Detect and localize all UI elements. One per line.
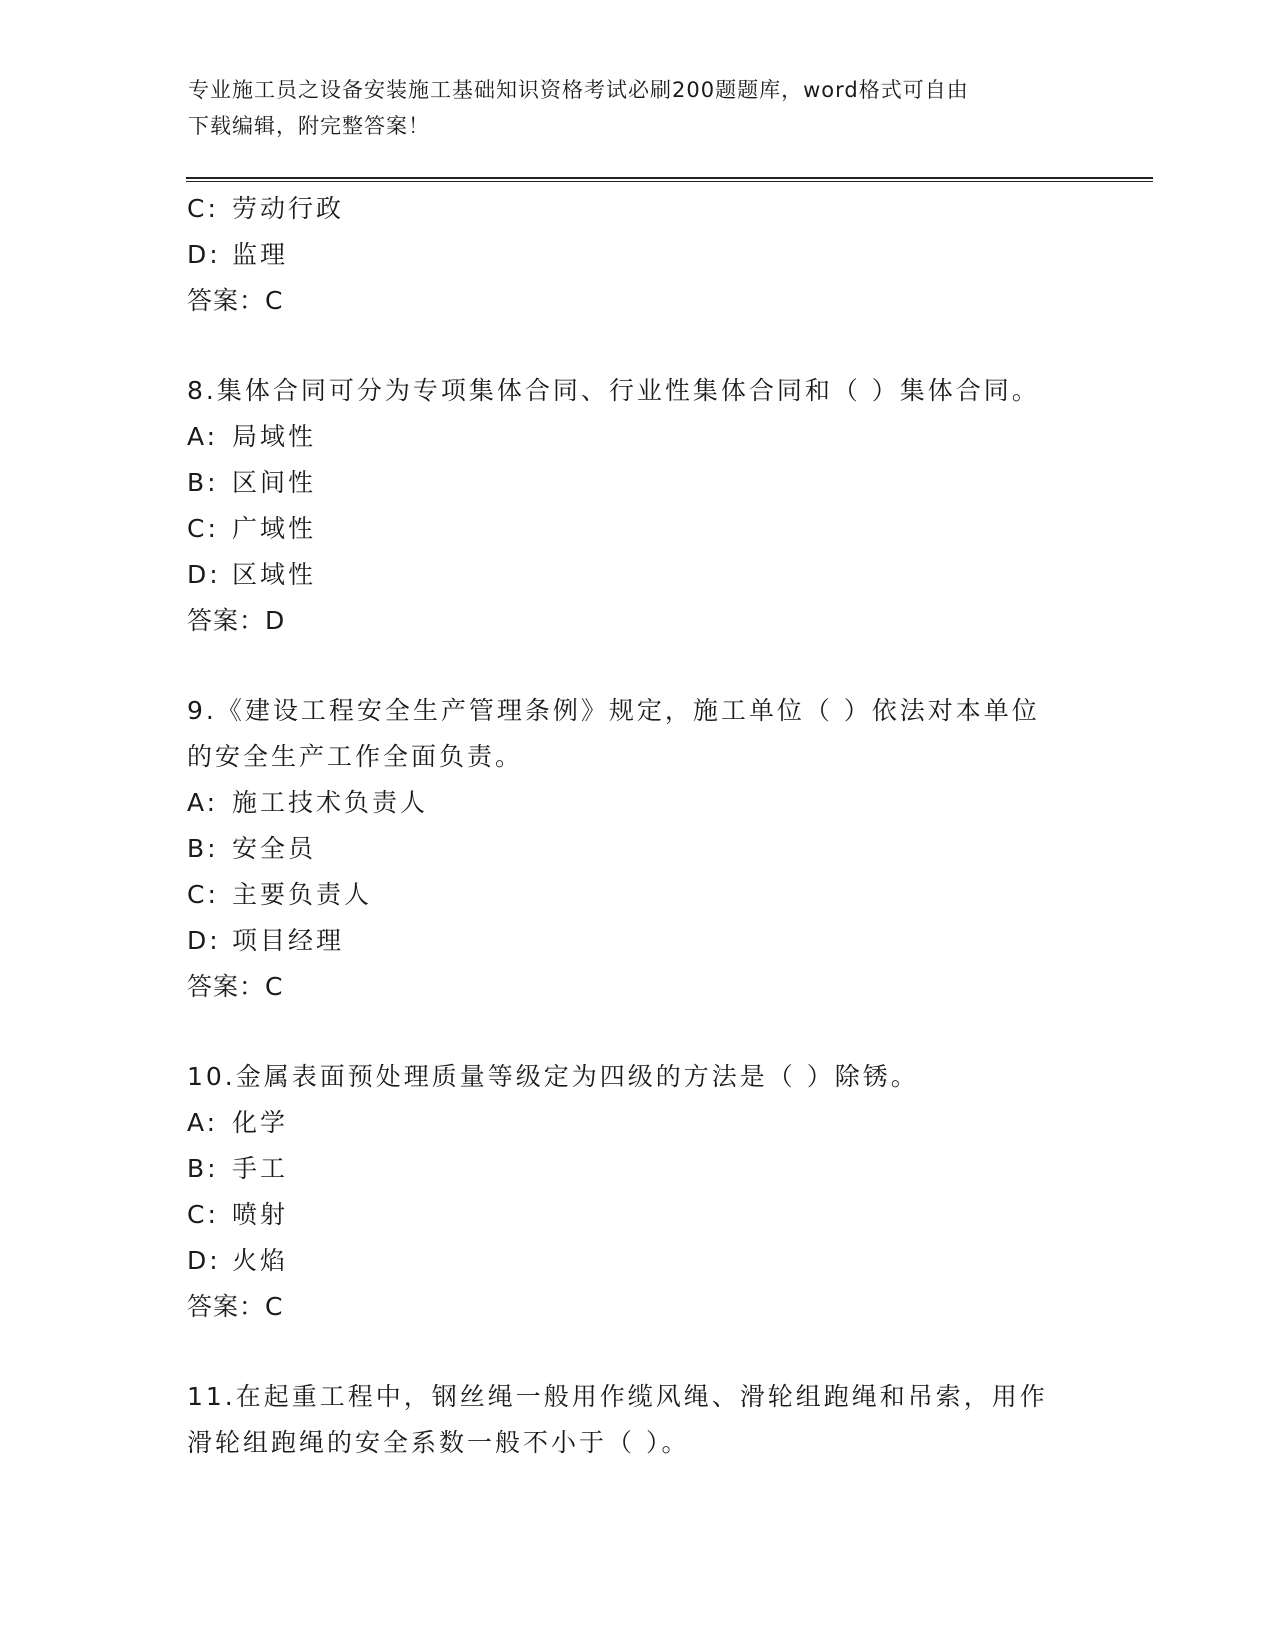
option-label: C: xyxy=(187,880,219,909)
option-b xyxy=(187,460,1087,506)
option-c xyxy=(187,506,1087,552)
option-label: C: xyxy=(187,1200,219,1229)
question-11 xyxy=(187,1374,1087,1466)
option-label: A: xyxy=(187,788,219,817)
option-label: D: xyxy=(187,240,221,269)
question-stem: 11.在起重工程中，钢丝绳一般用作缆风绳、滑轮组跑绳和吊索，用作 xyxy=(187,1382,1048,1411)
option-c xyxy=(187,872,1087,918)
question-stem-continued: 滑轮组跑绳的安全系数一般不小于（ ）。 xyxy=(187,1428,690,1457)
option-label: A: xyxy=(187,422,219,451)
option-a xyxy=(187,780,1087,826)
question-continued xyxy=(187,186,1087,324)
option-label: B: xyxy=(187,468,219,497)
option-c xyxy=(187,1192,1087,1238)
option-label: C: xyxy=(187,514,219,543)
option-text: 区域性 xyxy=(232,560,317,589)
option-text: 项目经理 xyxy=(232,926,345,955)
question-stem: 10.金属表面预处理质量等级定为四级的方法是（ ）除锈。 xyxy=(187,1062,919,1091)
option-label: A: xyxy=(187,1108,219,1137)
option-d xyxy=(187,1238,1087,1284)
answer-line: 答案：D xyxy=(187,606,286,635)
option-text: 劳动行政 xyxy=(232,194,345,223)
option-label: D: xyxy=(187,926,221,955)
question-8 xyxy=(187,368,1087,644)
answer-line: 答案：C xyxy=(187,286,284,315)
option-c xyxy=(187,186,1087,232)
option-a xyxy=(187,1100,1087,1146)
header-line-1: 专业施工员之设备安装施工基础知识资格考试必刷200题题库，word格式可自由 xyxy=(188,78,969,102)
header-rule-thin xyxy=(186,181,1153,182)
option-text: 安全员 xyxy=(232,834,317,863)
question-stem: 8.集体合同可分为专项集体合同、行业性集体合同和（ ）集体合同。 xyxy=(187,376,1040,405)
option-label: B: xyxy=(187,834,219,863)
option-label: B: xyxy=(187,1154,219,1183)
option-text: 监理 xyxy=(232,240,289,269)
answer-line: 答案：C xyxy=(187,972,284,1001)
option-text: 主要负责人 xyxy=(232,880,373,909)
question-stem-continued: 的安全生产工作全面负责。 xyxy=(187,742,524,771)
option-text: 局域性 xyxy=(232,422,317,451)
answer-line: 答案：C xyxy=(187,1292,284,1321)
option-d xyxy=(187,232,1087,278)
option-text: 火焰 xyxy=(232,1246,289,1275)
option-label: D: xyxy=(187,1246,221,1275)
option-b xyxy=(187,826,1087,872)
option-text: 手工 xyxy=(232,1154,289,1183)
option-b xyxy=(187,1146,1087,1192)
document-header xyxy=(188,72,1068,144)
question-9 xyxy=(187,688,1087,1010)
question-list xyxy=(187,186,1087,1466)
option-text: 区间性 xyxy=(232,468,317,497)
option-text: 化学 xyxy=(232,1108,289,1137)
option-text: 施工技术负责人 xyxy=(232,788,429,817)
header-rule-thick xyxy=(186,177,1153,179)
option-label: D: xyxy=(187,560,221,589)
option-a xyxy=(187,414,1087,460)
option-text: 广域性 xyxy=(232,514,317,543)
question-10 xyxy=(187,1054,1087,1330)
option-text: 喷射 xyxy=(232,1200,289,1229)
option-label: C: xyxy=(187,194,219,223)
question-stem: 9.《建设工程安全生产管理条例》规定，施工单位（ ）依法对本单位 xyxy=(187,696,1040,725)
option-d xyxy=(187,552,1087,598)
header-line-2: 下载编辑，附完整答案！ xyxy=(188,114,430,138)
option-d xyxy=(187,918,1087,964)
